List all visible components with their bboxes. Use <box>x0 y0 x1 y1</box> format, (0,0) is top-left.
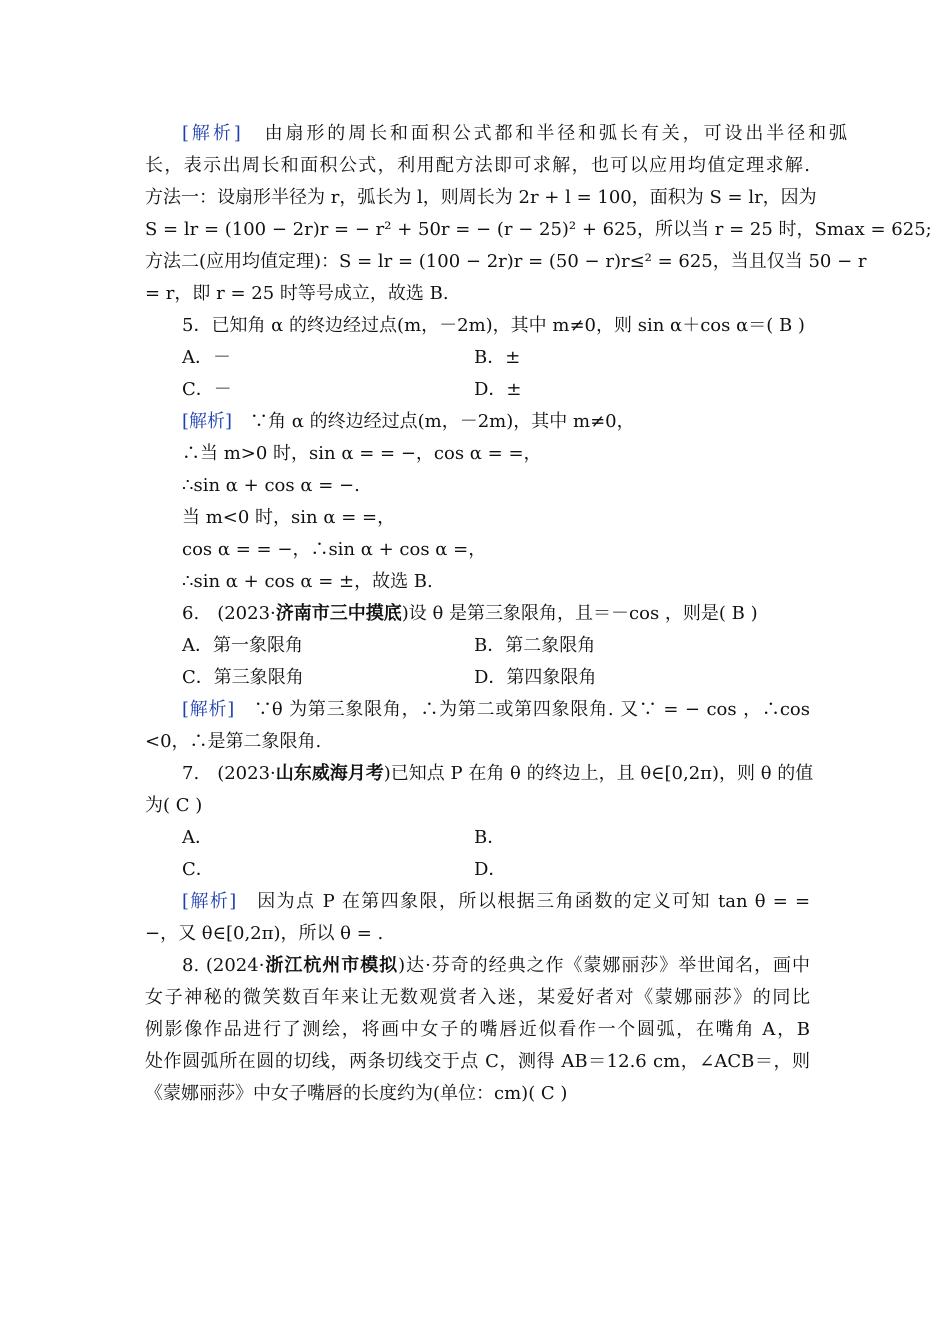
question-source: 浙江杭州市模拟 <box>264 955 399 976</box>
option-b: B．第二象限角 <box>474 635 596 656</box>
question-5-stem: 5．已知角 α 的终边经过点(m，－2m)，其中 m≠0，则 sin α＋cos α＝( B ) <box>182 315 805 336</box>
option-c: C．第三象限角 <box>182 667 304 688</box>
solution-q5-line-2: ∴当 m>0 时，sin α = = −，cos α = =， <box>182 443 542 464</box>
option-b: B．± <box>474 347 521 368</box>
question-7-stem-line-2: 为( C ) <box>145 795 203 816</box>
solution-q5-line-6: ∴sin α + cos α = ±，故选 B. <box>182 571 433 592</box>
question-6-stem: 6. (2023·济南市三中摸底)设 θ 是第三象限角，且＝－cos ，则是( B ) <box>182 603 758 624</box>
option-b: B． <box>474 827 506 848</box>
question-7-stem-line-1: 7. (2023·山东威海月考)已知点 P 在角 θ 的终边上，且 θ∈[0,2π)，则 θ 的值 <box>182 763 814 784</box>
option-a: A．－ <box>182 347 231 368</box>
solution-q4-line-5: 方法二(应用均值定理)：S = lr = (100 − 2r)r = (50 − r)r≤² = 625，当且仅当 50 − r <box>145 251 867 272</box>
solution-q5-line-1: [解析] ∵角 α 的终边经过点(m，－2m)，其中 m≠0， <box>182 411 635 432</box>
solution-q4-line-2: 长，表示出周长和面积公式，利用配方法即可求解，也可以应用均值定理求解. <box>145 155 810 176</box>
option-a: A．第一象限角 <box>182 635 303 656</box>
solution-q5-line-5: cos α = = −，∴sin α + cos α =， <box>182 539 487 560</box>
solution-q4-line-1: [解析] 由扇形的周长和面积公式都和半径和弧长有关，可设出半径和弧 <box>182 123 848 144</box>
solution-q7-line-1: [解析] 因为点 P 在第四象限，所以根据三角函数的定义可知 tan θ = = <box>182 891 811 912</box>
question-8-stem-line-5: 《蒙娜丽莎》中女子嘴唇的长度约为(单位：cm)( C ) <box>145 1083 568 1104</box>
question-source: 济南市三中摸底 <box>275 603 402 624</box>
solution-q4-line-6: = r，即 r = 25 时等号成立，故选 B. <box>145 283 449 304</box>
option-d: D．第四象限角 <box>474 667 597 688</box>
solution-q6-line-1: [解析] ∵θ 为第三象限角，∴为第二或第四象限角. 又∵ = − cos ，∴cos <box>182 699 811 720</box>
solution-q6-line-2: <0，∴是第二象限角. <box>145 731 322 752</box>
option-c: C．－ <box>182 379 232 400</box>
question-8-stem-line-4: 处作圆弧所在圆的切线，两条切线交于点 C，测得 AB＝12.6 cm，∠ACB＝，则 <box>145 1051 810 1072</box>
solution-tag: [解析] <box>182 123 241 144</box>
solution-q5-line-4: 当 m<0 时，sin α = =， <box>182 507 396 528</box>
solution-q5-line-3: ∴sin α + cos α = −. <box>182 475 360 496</box>
solution-q4-line-3: 方法一：设扇形半径为 r，弧长为 l，则周长为 2r + l = 100，面积为 S = lr，因为 <box>145 187 817 208</box>
solution-q4-line-4: S = lr = (100 − 2r)r = − r² + 50r = − (r − 25)² + 625，所以当 r = 25 时，Smax = 625; <box>145 219 932 240</box>
option-d: D．± <box>474 379 522 400</box>
option-a: A． <box>182 827 213 848</box>
solution-q7-line-2: −，又 θ∈[0,2π)，所以 θ = . <box>145 923 384 944</box>
option-c: C． <box>182 859 214 880</box>
solution-tag: [解析] <box>182 411 233 432</box>
question-source: 山东威海月考 <box>275 763 384 784</box>
question-8-stem-line-3: 例影像作品进行了测绘，将画中女子的嘴唇近似看作一个圆弧，在嘴角 A，B <box>145 1019 810 1040</box>
solution-tag: [解析] <box>182 891 237 912</box>
question-8-stem-line-2: 女子神秘的微笑数百年来让无数观赏者入迷，某爱好者对《蒙娜丽莎》的同比 <box>145 987 810 1008</box>
option-d: D． <box>474 859 507 880</box>
question-8-stem-line-1: 8. (2024·浙江杭州市模拟)达·芬奇的经典之作《蒙娜丽莎》举世闻名，画中 <box>182 955 810 976</box>
solution-tag: [解析] <box>182 699 235 720</box>
